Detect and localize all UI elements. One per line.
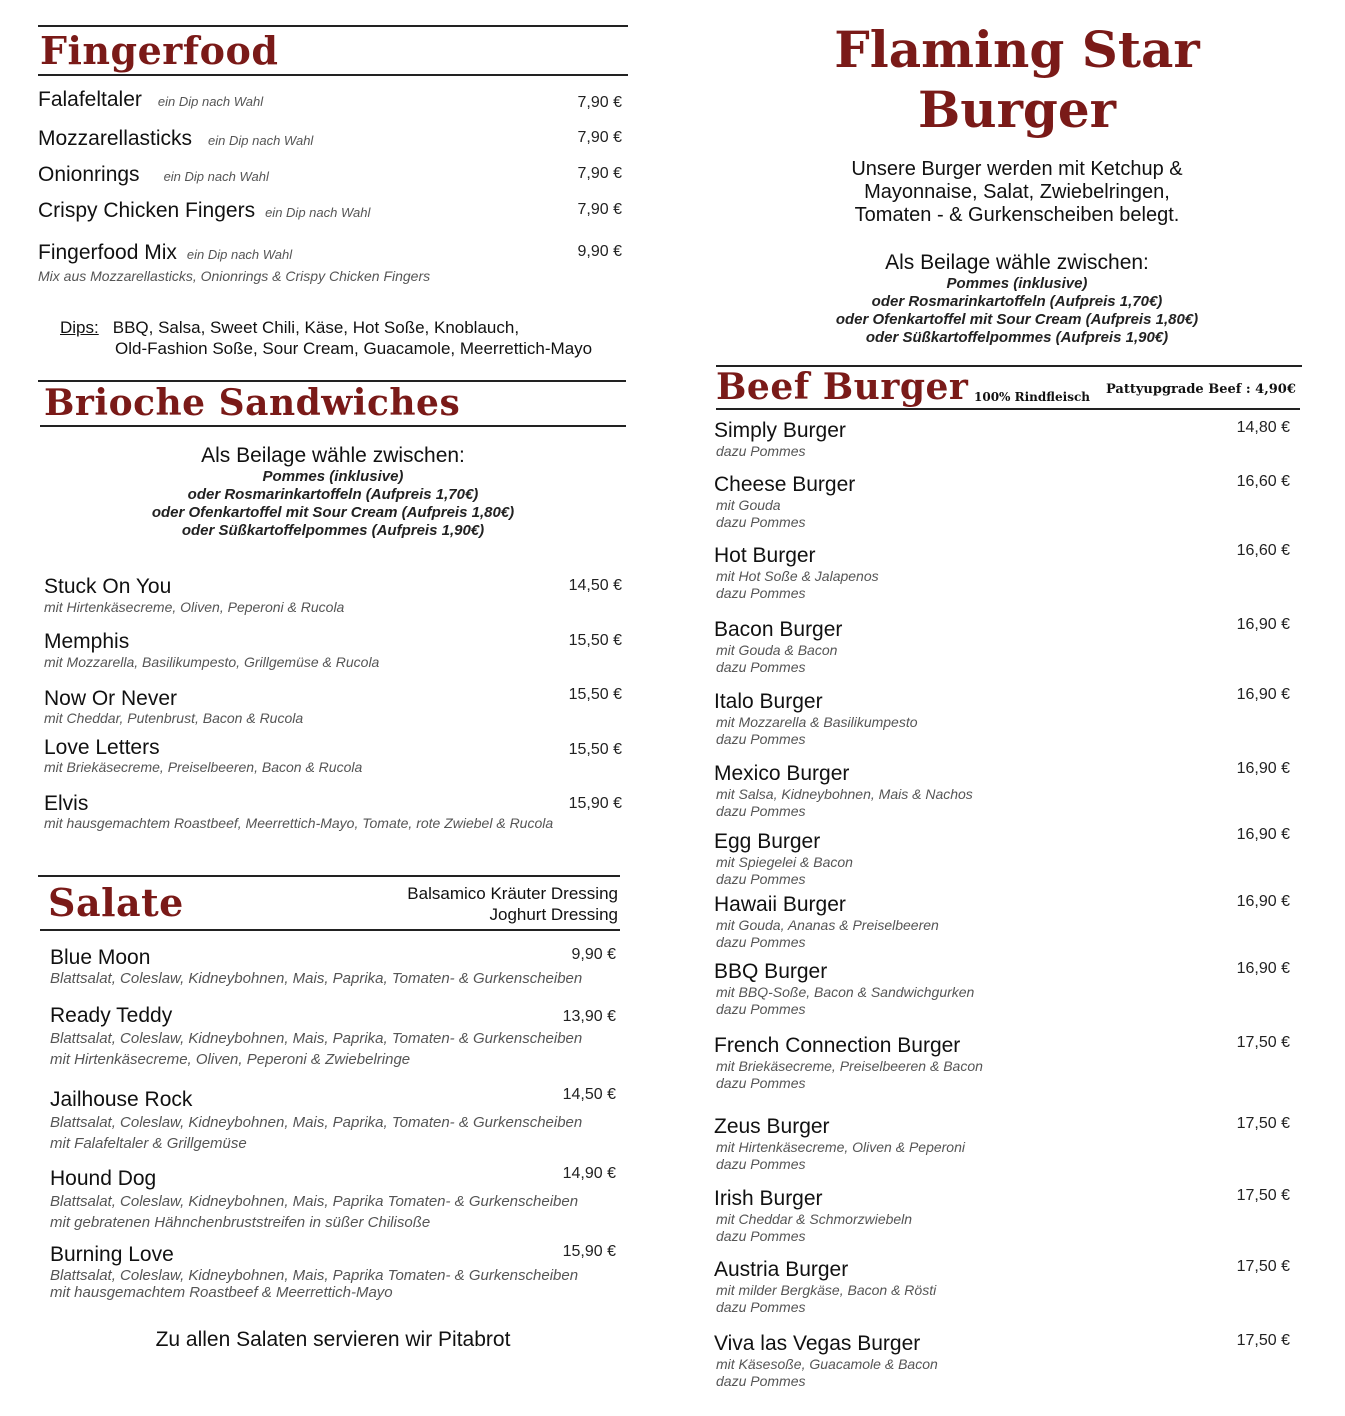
item-price: 15,90 € (568, 795, 622, 812)
item-price: 13,90 € (562, 1008, 616, 1025)
item-price: 9,90 € (571, 946, 616, 963)
item-side: dazu Pommes (716, 1075, 806, 1091)
intro-line: Tomaten - & Gurkenscheiben belegt. (854, 204, 1180, 226)
item-price: 15,90 € (562, 1243, 616, 1260)
item-price: 17,50 € (1236, 1258, 1290, 1275)
beilage-line: oder Süßkartoffelpommes (Aufpreis 1,90€) (865, 329, 1169, 346)
intro-line: Unsere Burger werden mit Ketchup & (851, 158, 1183, 180)
item-description: mit Hirtenkäsecreme, Oliven & Peperoni (716, 1139, 965, 1155)
item-name: Cheese Burger (714, 473, 856, 496)
item-description: mit BBQ-Soße, Bacon & Sandwichgurken (716, 984, 975, 1000)
item-description: mit hausgemachtem Roastbeef, Meerrettich-Mayo, Tomate, rote Zwiebel & Rucola (44, 815, 554, 831)
divider (716, 408, 1300, 410)
item-note: ein Dip nach Wahl (157, 94, 264, 109)
item-name: Love Letters (44, 736, 160, 759)
beef-subtitle: 100% Rindfleisch (974, 390, 1090, 404)
dips-label: Dips: (60, 318, 99, 337)
item-price: 15,50 € (568, 632, 622, 649)
item-name: Now Or Never (44, 687, 178, 710)
item-description: mit Falafeltaler & Grillgemüse (50, 1135, 247, 1152)
divider (40, 929, 620, 931)
item-price: 15,50 € (568, 686, 622, 703)
item-description: mit Cheddar, Putenbrust, Bacon & Rucola (44, 710, 304, 726)
burger-item (714, 960, 1296, 1018)
burger-item (714, 893, 1296, 951)
item-price: 14,80 € (1236, 419, 1290, 436)
item-name: Elvis (44, 792, 89, 815)
item-price: 16,60 € (1236, 542, 1290, 559)
dressing-option: Balsamico Kräuter Dressing (407, 884, 618, 903)
menu-item (50, 1004, 628, 1070)
item-name: Burning Love (50, 1243, 174, 1266)
item-price: 14,90 € (562, 1165, 616, 1182)
item-name: Viva las Vegas Burger (714, 1332, 921, 1355)
burger-item (714, 1034, 1296, 1092)
item-side: dazu Pommes (716, 1373, 806, 1389)
dressing-list (407, 883, 618, 925)
burger-item (714, 618, 1296, 676)
item-name: Mozzarellasticks (38, 127, 193, 150)
dips-line-2: Old-Fashion Soße, Sour Cream, Guacamole, Meerrettich-Mayo (115, 339, 593, 358)
item-description: mit Hirtenkäsecreme, Oliven, Peperoni & Zwiebelringe (50, 1051, 411, 1068)
item-side: dazu Pommes (716, 514, 806, 530)
menu-item (50, 1088, 628, 1154)
beilage-line: oder Ofenkartoffel mit Sour Cream (Aufpreis 1,80€) (835, 311, 1199, 328)
item-description: mit Käsesoße, Guacamole & Bacon (716, 1356, 938, 1372)
menu-item (44, 575, 628, 616)
item-name: Jailhouse Rock (50, 1088, 193, 1111)
item-description: mit Briekäsecreme, Preiselbeeren, Bacon & Rucola (44, 759, 363, 775)
item-name: Memphis (44, 630, 130, 653)
burger-item (714, 826, 1296, 888)
item-description: mit Cheddar & Schmorzwiebeln (716, 1211, 913, 1227)
item-description: mit Briekäsecreme, Preiselbeeren & Bacon (716, 1058, 983, 1074)
item-side: dazu Pommes (716, 731, 806, 747)
menu-item (44, 737, 628, 776)
item-description: mit hausgemachtem Roastbeef & Meerrettich-Mayo (50, 1284, 393, 1301)
menu-item (38, 163, 628, 187)
item-description: mit Hot Soße & Jalapenos (716, 568, 879, 584)
item-description: Blattsalat, Coleslaw, Kidneybohnen, Mais, Paprika Tomaten- & Gurkenscheiben (50, 1193, 579, 1210)
item-price: 17,50 € (1236, 1115, 1290, 1132)
item-price: 16,90 € (1236, 686, 1290, 703)
item-note: ein Dip nach Wahl (265, 205, 371, 220)
item-name: Falafeltaler (38, 88, 142, 111)
burger-item (714, 762, 1296, 820)
item-description: mit Mozzarella, Basilikumpesto, Grillgemüse & Rucola (44, 654, 380, 670)
salate-footer-note: Zu allen Salaten servieren wir Pitabrot (155, 1328, 511, 1351)
item-description: mit gebratenen Hähnchenbruststreifen in süßer Chilisoße (50, 1214, 431, 1231)
item-price: 16,60 € (1236, 473, 1290, 490)
item-name: Hawaii Burger (714, 893, 846, 916)
dressing-option: Joghurt Dressing (489, 905, 618, 924)
item-name: Hound Dog (50, 1167, 157, 1190)
item-side: dazu Pommes (716, 934, 806, 950)
beilage-line: oder Süßkartoffelpommes (Aufpreis 1,90€) (181, 522, 485, 539)
item-price: 17,50 € (1236, 1332, 1290, 1349)
beilage-heading: Als Beilage wähle zwischen: (201, 444, 465, 467)
item-price: 14,50 € (562, 1086, 616, 1103)
item-description: Blattsalat, Coleslaw, Kidneybohnen, Mais, Paprika, Tomaten- & Gurkenscheiben (50, 1114, 583, 1131)
item-description: Blattsalat, Coleslaw, Kidneybohnen, Mais, Paprika, Tomaten- & Gurkenscheiben (50, 970, 583, 987)
item-description: mit Gouda & Bacon (716, 642, 838, 658)
brioche-title: Brioche Sandwiches (44, 382, 461, 424)
item-side: dazu Pommes (716, 585, 806, 601)
item-name: Fingerfood Mix (38, 241, 177, 264)
beilage-line: oder Rosmarinkartoffeln (Aufpreis 1,70€) (187, 486, 479, 503)
item-side: dazu Pommes (716, 1156, 806, 1172)
beilage-line: Pommes (inklusive) (262, 468, 404, 485)
burger-item (714, 1187, 1296, 1245)
item-description: Blattsalat, Coleslaw, Kidneybohnen, Mais, Paprika, Tomaten- & Gurkenscheiben (50, 1030, 583, 1047)
item-name: Simply Burger (714, 419, 846, 442)
item-description: mit Gouda, Ananas & Preiselbeeren (716, 917, 939, 933)
item-name: Egg Burger (714, 830, 821, 853)
item-side: dazu Pommes (716, 871, 806, 887)
item-side: dazu Pommes (716, 1299, 806, 1315)
burger-item (714, 544, 1296, 602)
item-side: dazu Pommes (716, 1228, 806, 1244)
item-name: Hot Burger (714, 544, 816, 567)
divider (38, 25, 628, 27)
burger-item (714, 1332, 1296, 1390)
burger-item (714, 686, 1296, 748)
burger-item (714, 1258, 1296, 1316)
item-price: 16,90 € (1236, 760, 1290, 777)
menu-item (38, 88, 628, 112)
beilage-line: oder Ofenkartoffel mit Sour Cream (Aufpreis 1,80€) (151, 504, 515, 521)
burger-item (714, 419, 1296, 460)
item-name: Austria Burger (714, 1258, 849, 1281)
item-price: 7,90 € (577, 165, 622, 182)
divider (38, 74, 628, 76)
item-description: mit Spiegelei & Bacon (716, 854, 853, 870)
menu-item (44, 688, 628, 727)
dips-line-1: BBQ, Salsa, Sweet Chili, Käse, Hot Soße, Knoblauch, (112, 318, 520, 337)
item-name: Zeus Burger (714, 1115, 830, 1138)
left-column (38, 0, 628, 1416)
item-price: 7,90 € (577, 94, 622, 111)
item-name: Crispy Chicken Fingers (38, 199, 256, 222)
item-description: mit Mozzarella & Basilikumpesto (716, 714, 918, 730)
item-note: ein Dip nach Wahl (163, 169, 269, 184)
item-description: mit Gouda (716, 497, 781, 513)
item-description: mit Salsa, Kidneybohnen, Mais & Nachos (716, 786, 973, 802)
right-column (712, 0, 1302, 1416)
item-description: mit milder Bergkäse, Bacon & Rösti (716, 1282, 937, 1298)
menu-item (38, 127, 628, 151)
divider (40, 425, 626, 427)
item-price: 17,50 € (1236, 1034, 1290, 1051)
item-description: mit Hirtenkäsecreme, Oliven, Peperoni & Rucola (44, 599, 345, 615)
item-price: 17,50 € (1236, 1187, 1290, 1204)
item-name: Ready Teddy (50, 1004, 173, 1027)
item-name: Irish Burger (714, 1187, 823, 1210)
beilage-line: oder Rosmarinkartoffeln (Aufpreis 1,70€) (871, 293, 1163, 310)
dips-list (60, 317, 592, 359)
item-price: 14,50 € (568, 577, 622, 594)
burger-item (714, 473, 1296, 531)
item-side: dazu Pommes (716, 443, 806, 459)
divider (38, 875, 620, 877)
item-price: 16,90 € (1236, 826, 1290, 843)
item-name: French Connection Burger (714, 1034, 961, 1057)
beilage-heading: Als Beilage wähle zwischen: (885, 251, 1149, 274)
item-price: 16,90 € (1236, 960, 1290, 977)
item-name: Onionrings (38, 163, 140, 186)
item-price: 16,90 € (1236, 893, 1290, 910)
menu-item (38, 199, 628, 223)
item-name: Mexico Burger (714, 762, 850, 785)
title-line-2: Burger (917, 80, 1117, 139)
intro-line: Mayonnaise, Salat, Zwiebelringen, (864, 181, 1170, 203)
menu-item (38, 241, 628, 285)
item-price: 7,90 € (577, 129, 622, 146)
item-price: 15,50 € (568, 741, 622, 758)
item-price: 9,90 € (577, 243, 622, 260)
beilage-line: Pommes (inklusive) (946, 275, 1088, 292)
menu-item (44, 793, 628, 832)
item-price: 7,90 € (577, 201, 622, 218)
salate-title: Salate (48, 880, 184, 925)
item-side: dazu Pommes (716, 803, 806, 819)
item-description: Blattsalat, Coleslaw, Kidneybohnen, Mais, Paprika Tomaten- & Gurkenscheiben (50, 1267, 579, 1284)
item-side: dazu Pommes (716, 1001, 806, 1017)
item-side: dazu Pommes (716, 659, 806, 675)
burger-item (714, 1115, 1296, 1173)
item-name: Bacon Burger (714, 618, 843, 641)
item-note: ein Dip nach Wahl (208, 133, 314, 148)
menu-item (44, 630, 628, 671)
fingerfood-title: Fingerfood (40, 28, 279, 73)
menu-item (50, 946, 628, 987)
item-price: 16,90 € (1236, 616, 1290, 633)
item-name: Blue Moon (50, 946, 151, 969)
item-name: Italo Burger (714, 690, 823, 713)
brioche-beilage (38, 444, 628, 540)
menu-item (50, 1167, 628, 1233)
beef-title: Beef Burger (716, 366, 969, 408)
item-name: Stuck On You (44, 575, 172, 598)
item-description: Mix aus Mozzarellasticks, Onionrings & Crispy Chicken Fingers (38, 268, 431, 284)
item-name: BBQ Burger (714, 960, 828, 983)
title-line-1: Flaming Star (834, 20, 1200, 79)
patty-upgrade: Pattyupgrade Beef : 4,90€ (1106, 382, 1296, 397)
menu-item (50, 1243, 628, 1301)
item-note: ein Dip nach Wahl (186, 247, 293, 262)
